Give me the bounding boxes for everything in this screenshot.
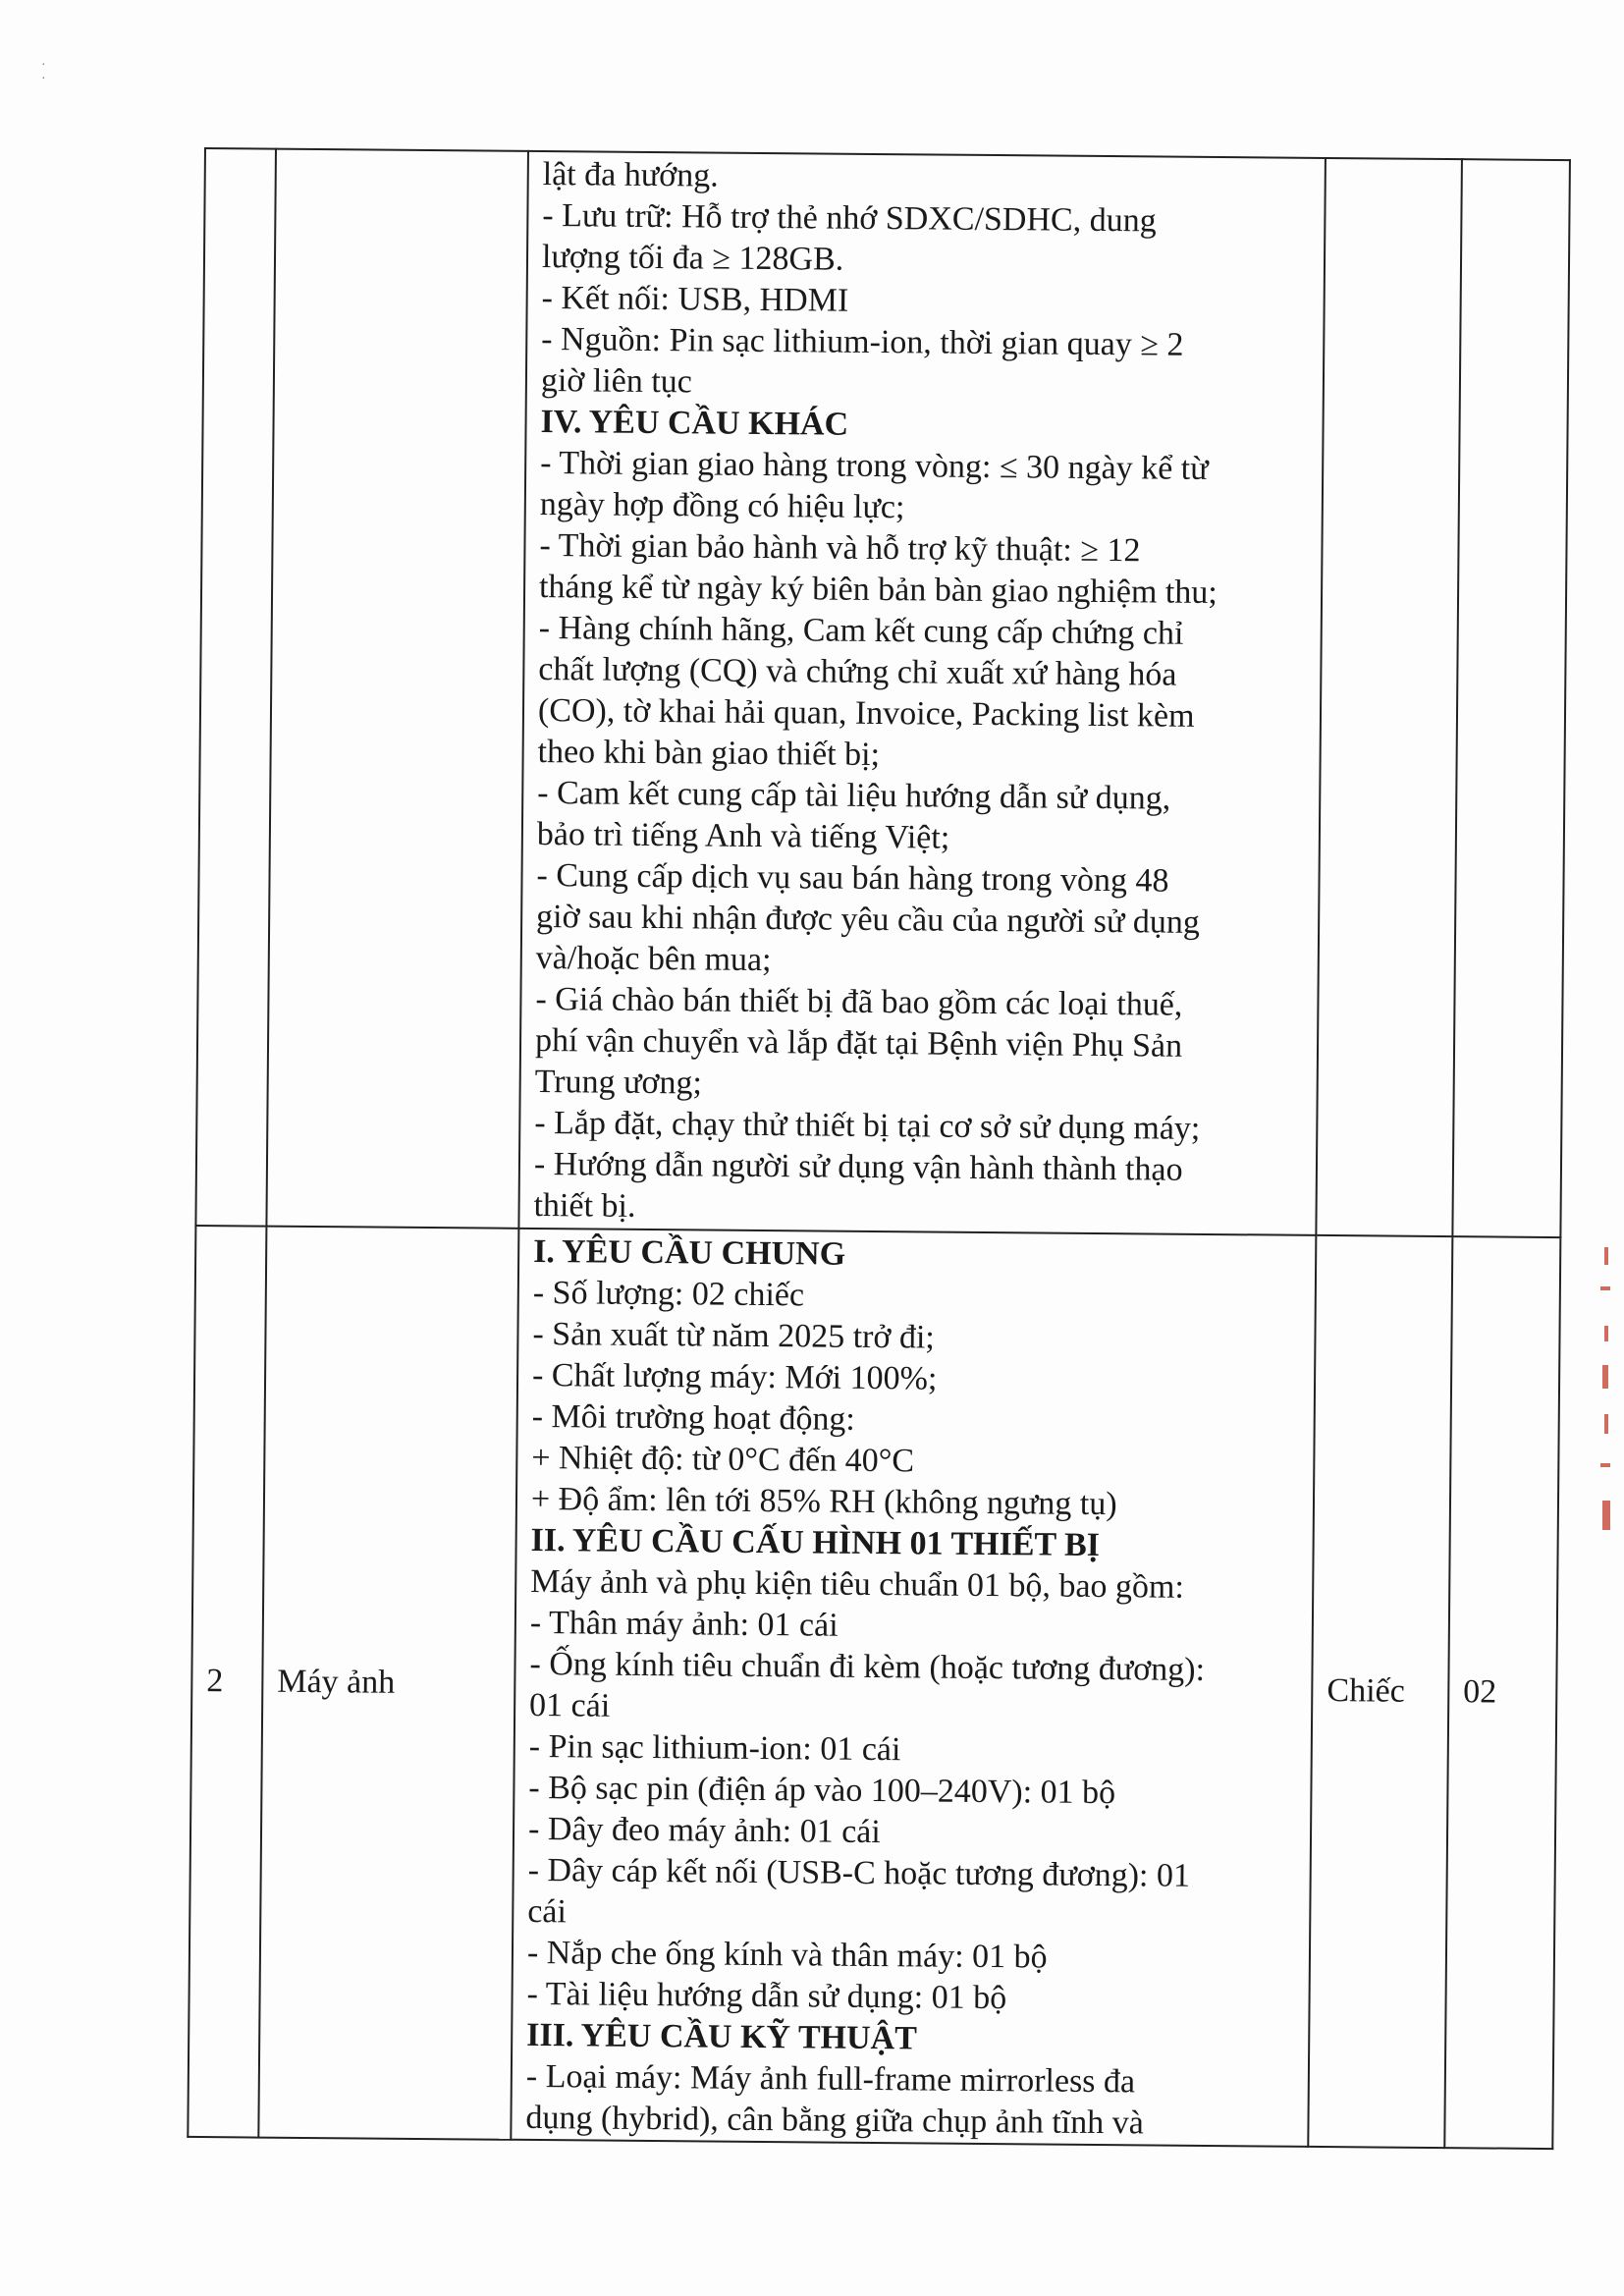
unit-cell: Chiếc xyxy=(1308,1235,1452,2148)
spec-line: - Dây đeo máy ảnh: 01 cái xyxy=(527,1810,881,1851)
spec-line: (CO), tờ khai hải quan, Invoice, Packing list kèm xyxy=(537,691,1195,735)
spec-line: - Kết nối: USB, HDMI xyxy=(541,280,849,319)
spec-line: lượng tối đa ≥ 128GB. xyxy=(541,239,844,278)
stt-cell xyxy=(195,148,276,1227)
section-heading: III. YÊU CẦU KỸ THUẬT xyxy=(526,2016,918,2057)
spec-line: + Nhiệt độ: từ 0°C đến 40°C xyxy=(531,1439,915,1480)
spec-line: - Thời gian bảo hành và hỗ trợ kỹ thuật: ≥ 12 xyxy=(539,526,1141,570)
spec-line: Trung ương; xyxy=(534,1063,703,1102)
spec-table xyxy=(187,147,1571,2150)
spec-line: - Nguồn: Pin sạc lithium-ion, thời gian quay ≥ 2 xyxy=(541,321,1184,363)
spec-line: và/hoặc bên mua; xyxy=(535,939,772,979)
spec-line: - Thân máy ảnh: 01 cái xyxy=(529,1604,839,1644)
spec-line: - Lưu trữ: Hỗ trợ thẻ nhớ SDXC/SDHC, dung xyxy=(542,197,1157,240)
spec-line: theo khi bàn giao thiết bị; xyxy=(537,733,881,774)
spec-cell xyxy=(518,151,1326,1235)
spec-line: phí vận chuyển và lắp đặt tại Bệnh viện Phụ Sản xyxy=(534,1021,1183,1065)
scan-artifact: · · xyxy=(41,58,46,86)
spec-line: bảo trì tiếng Anh và tiếng Việt; xyxy=(536,815,950,856)
spec-line: - Thời gian giao hàng trong vòng: ≤ 30 ngày kể từ xyxy=(540,444,1209,487)
spec-line: - Loại máy: Máy ảnh full-frame mirrorless đa xyxy=(525,2057,1136,2101)
spec-line: giờ liên tục xyxy=(540,362,693,401)
spec-line: - Lắp đặt, chạy thử thiết bị tại cơ sở sử dụng máy; xyxy=(534,1104,1201,1147)
spec-line: - Hàng chính hãng, Cam kết cung cấp chứng chỉ xyxy=(538,609,1184,652)
spec-line: - Pin sạc lithium-ion: 01 cái xyxy=(528,1727,901,1769)
spec-line: - Tài liệu hướng dẫn sử dụng: 01 bộ xyxy=(526,1975,1007,2017)
unit-cell xyxy=(1317,158,1462,1236)
spec-line: tháng kể từ ngày ký biên bản bàn giao nghiệm thu; xyxy=(538,568,1218,612)
table-row xyxy=(188,1226,1560,2149)
spec-line: - Nắp che ống kính và thân máy: 01 bộ xyxy=(526,1934,1048,1976)
quantity-cell xyxy=(1452,159,1570,1237)
spec-line: Máy ảnh và phụ kiện tiêu chuẩn 01 bộ, bao gồm: xyxy=(530,1562,1185,1606)
spec-line: - Môi trường hoạt động: xyxy=(531,1397,856,1438)
section-heading: II. YÊU CẦU CẤU HÌNH 01 THIẾT BỊ xyxy=(530,1521,1101,1564)
quantity-cell: 02 xyxy=(1444,1236,1560,2149)
spec-line: + Độ ẩm: lên tới 85% RH (không ngưng tụ) xyxy=(530,1480,1117,1523)
spec-line: - Bộ sạc pin (điện áp vào 100–240V): 01 bộ xyxy=(528,1769,1116,1812)
spec-line: - Chất lượng máy: Mới 100%; xyxy=(531,1356,938,1397)
spec-line: - Cam kết cung cấp tài liệu hướng dẫn sử dụng, xyxy=(537,774,1171,817)
spec-line: giờ sau khi nhận được yêu cầu của người sử dụng xyxy=(535,898,1201,941)
stamp-edge-marks xyxy=(1597,1247,1616,1542)
spec-line: - Số lượng: 02 chiếc xyxy=(532,1274,805,1314)
spec-line: dụng (hybrid), cân bằng giữa chụp ảnh tĩnh và xyxy=(525,2099,1144,2142)
spec-line: chất lượng (CQ) và chứng chỉ xuất xứ hàng hóa xyxy=(538,650,1177,693)
spec-line: - Sản xuất từ năm 2025 trở đi; xyxy=(532,1315,936,1356)
item-name-cell: Máy ảnh xyxy=(258,1227,518,2140)
table-row xyxy=(195,148,1570,1237)
spec-line: - Cung cấp dịch vụ sau bán hàng trong vòng 48 xyxy=(536,856,1169,900)
section-heading: I. YÊU CẦU CHUNG xyxy=(533,1232,846,1273)
spec-line: thiết bị. xyxy=(533,1186,636,1225)
spec-line: - Hướng dẫn người sử dụng vận hành thành thạo xyxy=(533,1145,1183,1188)
spec-line: lật đa hướng. xyxy=(542,156,719,194)
spec-line: - Ống kính tiêu chuẩn đi kèm (hoặc tương đương): xyxy=(529,1645,1206,1688)
spec-line: - Giá chào bán thiết bị đã bao gồm các loại thuế, xyxy=(535,980,1183,1023)
item-name-cell xyxy=(266,149,528,1229)
spec-line: cái xyxy=(527,1892,568,1931)
spec-line: ngày hợp đồng có hiệu lực; xyxy=(539,485,905,526)
spec-cell xyxy=(511,1229,1316,2147)
stt-cell: 2 xyxy=(188,1226,266,2138)
section-heading: IV. YÊU CẦU KHÁC xyxy=(540,404,849,443)
spec-line: 01 cái xyxy=(528,1686,611,1724)
spec-line: - Dây cáp kết nối (USB-C hoặc tương đương): 01 xyxy=(527,1851,1191,1894)
